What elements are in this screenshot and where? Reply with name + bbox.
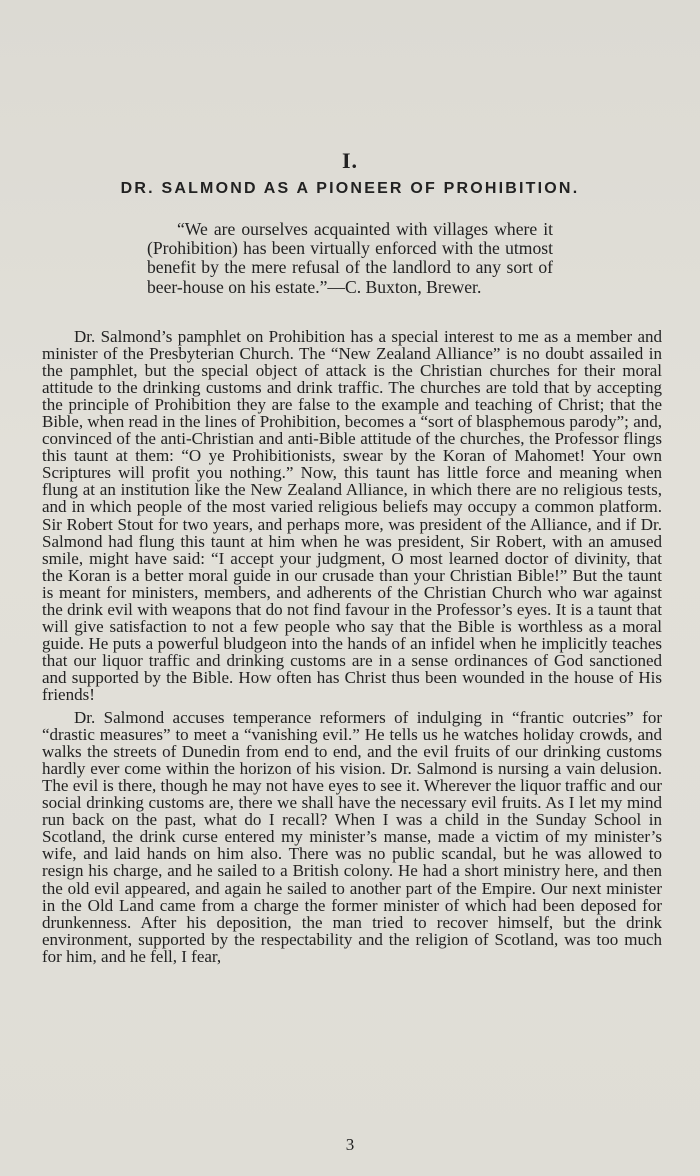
paragraph: Dr. Salmond accuses temperance reformers of indulging in “frantic outcries” for “drastic measures” to meet a “vanishing evil.” He tells us he watches holiday crowds, and walks the streets of Dunedin from end to end, and the evil fruits of our drinking customs hardly ever come within the horizon of his vision. Dr. Salmond is nursing a vain delusion. The evil is there, though he may not have eyes to see it. Wherever the liquor traffic and our social drinking customs are, there we shall have the necessary evil fruits. As I let my mind run back on the past, what do I recall? When I was a child in the Sunday School in Scotland, the drink curse entered my minister’s manse, made a victim of my minister’s wife, and laid hands on him also. There was no public scandal, but he was allowed to resign his charge, and he sailed to a British colony. He had a short ministry here, and then the old evil appeared, and again he sailed to another part of the Empire. Our next minister in the Old Land came from a charge the former minister of which had been deposed for drunkenness. After his deposition, the man tried to recover himself, but the drink environment, supported by the respectability and the religion of Scotland, was too much for him, and he fell, I fear, (42, 708, 662, 966)
page-number: 3 (345, 1135, 355, 1154)
body-text (42, 328, 662, 965)
epigraph (147, 220, 553, 297)
chapter-number: I. (341, 148, 359, 173)
epigraph-text: “We are ourselves acquainted with villages where it (Prohibition) has been virtually enforced with the utmost benefit by the mere refusal of the landlord to any sort of beer-house on his estate.”—C. Buxton, Brewer. (147, 219, 553, 297)
chapter-title: DR. SALMOND AS A PIONEER OF PROHIBITION. (120, 180, 580, 197)
paragraph: Dr. Salmond’s pamphlet on Prohibition has a special interest to me as a member and minister of the Presbyterian Church. The “New Zealand Alliance” is no doubt assailed in the pamphlet, but the special object of attack is the Christian churches for their moral attitude to the drinking customs and drink traffic. The churches are told that by accepting the principle of Prohibition they are false to the example and teaching of Christ; that the Bible, when read in the lines of Prohibition, becomes a “sort of blasphemous parody”; and, convinced of the anti-Christian and anti-Bible attitude of the churches, the Professor flings this taunt at them: “O ye Prohibitionists, swear by the Koran of Mahomet! Your own Scriptures will profit you nothing.” Now, this taunt has little force and meaning when flung at an institution like the New Zealand Alliance, in which there are no religious tests, and in which people of the most varied religious beliefs may occupy a common platform. Sir Robert Stout for two years, and perhaps more, was president of the Alliance, and if Dr. Salmond had flung this taunt at him when he was president, Sir Robert, with an amused smile, might have said: “I accept your judgment, O most learned doctor of divinity, that the Koran is a better moral guide in our crusade than your Christian Bible!” But the taunt is meant for ministers, members, and adherents of the Christian Church who war against the drink evil with weapons that do not find favour in the Professor’s eyes. It is a taunt that will give satisfaction to not a few people who say that the Bible is worthless as a moral guide. He puts a powerful bludgeon into the hands of an infidel when he implicitly teaches that our liquor traffic and drinking customs are in a sense ordinances of God sanctioned and supported by the Bible. How often has Christ thus been wounded in the house of His friends! (42, 327, 662, 704)
